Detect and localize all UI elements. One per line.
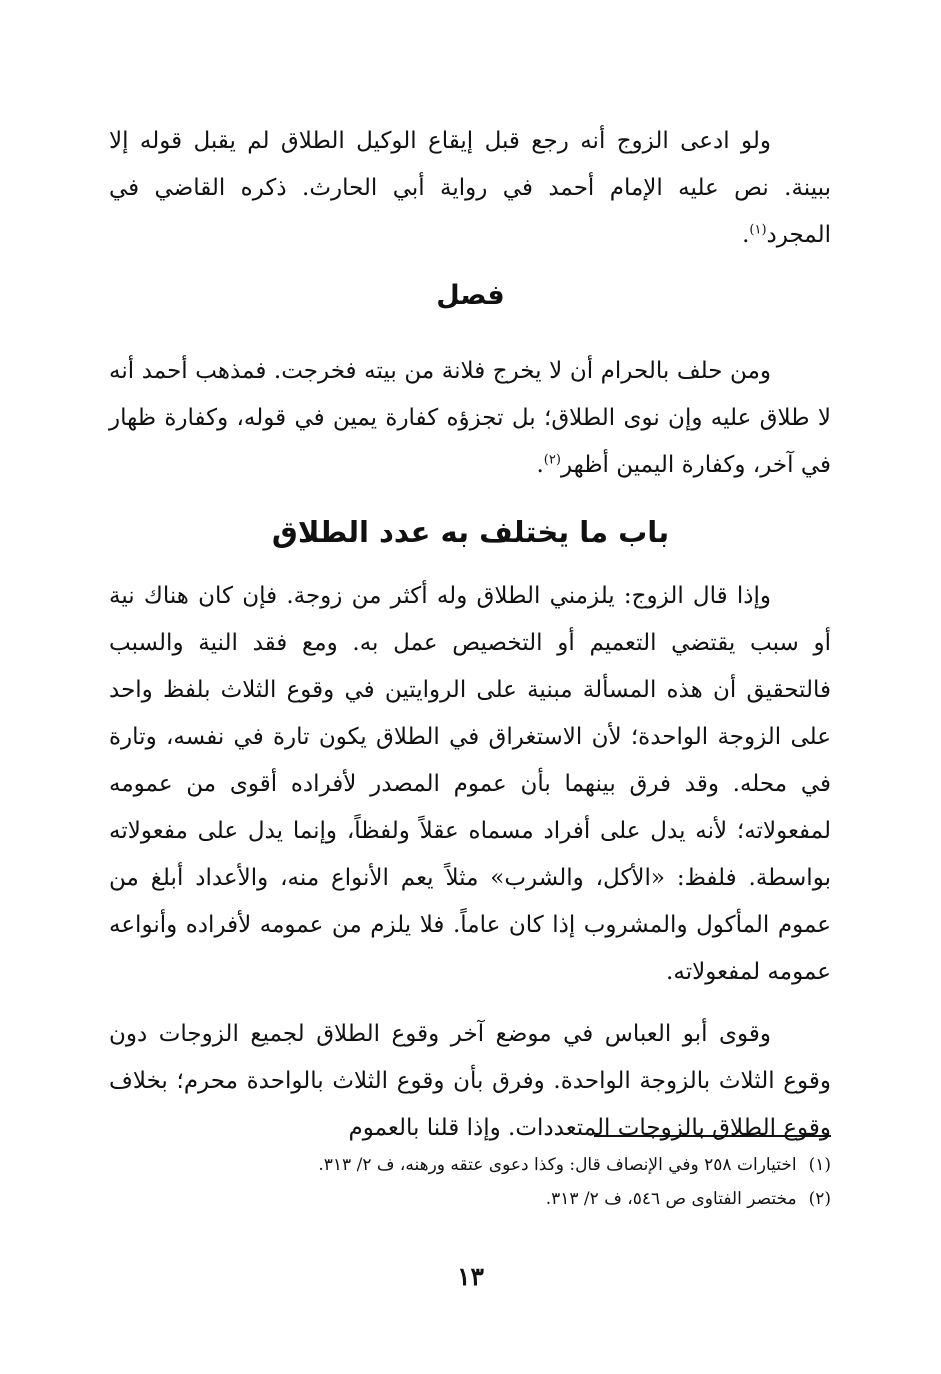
paragraph-end: . [742, 222, 750, 248]
chapter-heading: باب ما يختلف به عدد الطلاق [271, 515, 670, 549]
footnote-text: اختيارات ٢٥٨ وفي الإنصاف قال: وكذا دعوى عتقه ورهنه، ف ٢/ ٣١٣. [318, 1155, 797, 1175]
footnote-text: مختصر الفتاوى ص ٥٤٦، ف ٢/ ٣١٣. [545, 1189, 797, 1209]
page-number: ١٣ [457, 1262, 484, 1291]
paragraph: وإذا قال الزوج: يلزمني الطلاق وله أكثر من زوجة. فإن كان هناك نية أو سبب يقتضي التعميم أو التخصيص عمل به. ومع فقد النية والسبب فالتحقيق أن هذه المسألة مبنية على الروايتين في وقوع الثلاث بلفظ واحد على الزوجة الواحدة؛ لأن الاستغراق في الطلاق يكون تارة في نفسه، وتارة في محله. وقد فرق بينهما بأن عموم المصدر لأفراده أقوى من عمومه لمفعولاته؛ لأنه يدل على أفراد مسماه عقلاً ولفظاً، وإنما يدل على مفعولاته بواسطة. فلفظ: «الأكل، والشرب» مثلاً يعم الأنواع منه، والأعداد أبلغ من عموم المأكول والمشروب إذا كان عاماً. فلا يلزم من عمومه لأفراده وأنواعه عمومه لمفعولاته. [109, 583, 831, 985]
footnotes [109, 1148, 831, 1216]
footnote-divider [594, 1135, 831, 1137]
footnote [109, 1148, 831, 1182]
paragraph [109, 348, 831, 489]
paragraph-text: ومن حلف بالحرام أن لا يخرج فلانة من بيته فخرجت. فمذهب أحمد أنه لا طلاق عليه وإن نوى الطلاق؛ بل تجزؤه كفارة يمين في قوله، وكفارة ظهار في آخر، وكفارة اليمين أظهر [109, 358, 831, 478]
footnote-number: (٢) [808, 1189, 831, 1209]
text-block-fasl [109, 348, 831, 489]
footnote [109, 1182, 831, 1216]
text-block-top [109, 118, 831, 259]
footnote-ref: (١) [749, 222, 767, 238]
paragraph-end: . [536, 452, 544, 478]
paragraph: وقوى أبو العباس في موضع آخر وقوع الطلاق لجميع الزوجات دون وقوع الثلاث بالزوجة الواحدة. وفرق بأن وقوع الثلاث بالواحدة محرم؛ بخلاف وقوع الطلاق بالزوجات المتعددات. وإذا قلنا بالعموم [109, 1021, 831, 1141]
footnote-number: (١) [808, 1155, 831, 1175]
section-heading-fasl: فصل [436, 280, 505, 311]
footnote-ref: (٢) [543, 452, 561, 468]
paragraph-text: ولو ادعى الزوج أنه رجع قبل إيقاع الوكيل الطلاق لم يقبل قوله إلا ببينة. نص عليه الإمام أحمد في رواية أبي الحارث. ذكره القاضي في المجرد [109, 128, 831, 248]
text-block-bab [109, 573, 831, 1152]
paragraph [109, 118, 831, 259]
